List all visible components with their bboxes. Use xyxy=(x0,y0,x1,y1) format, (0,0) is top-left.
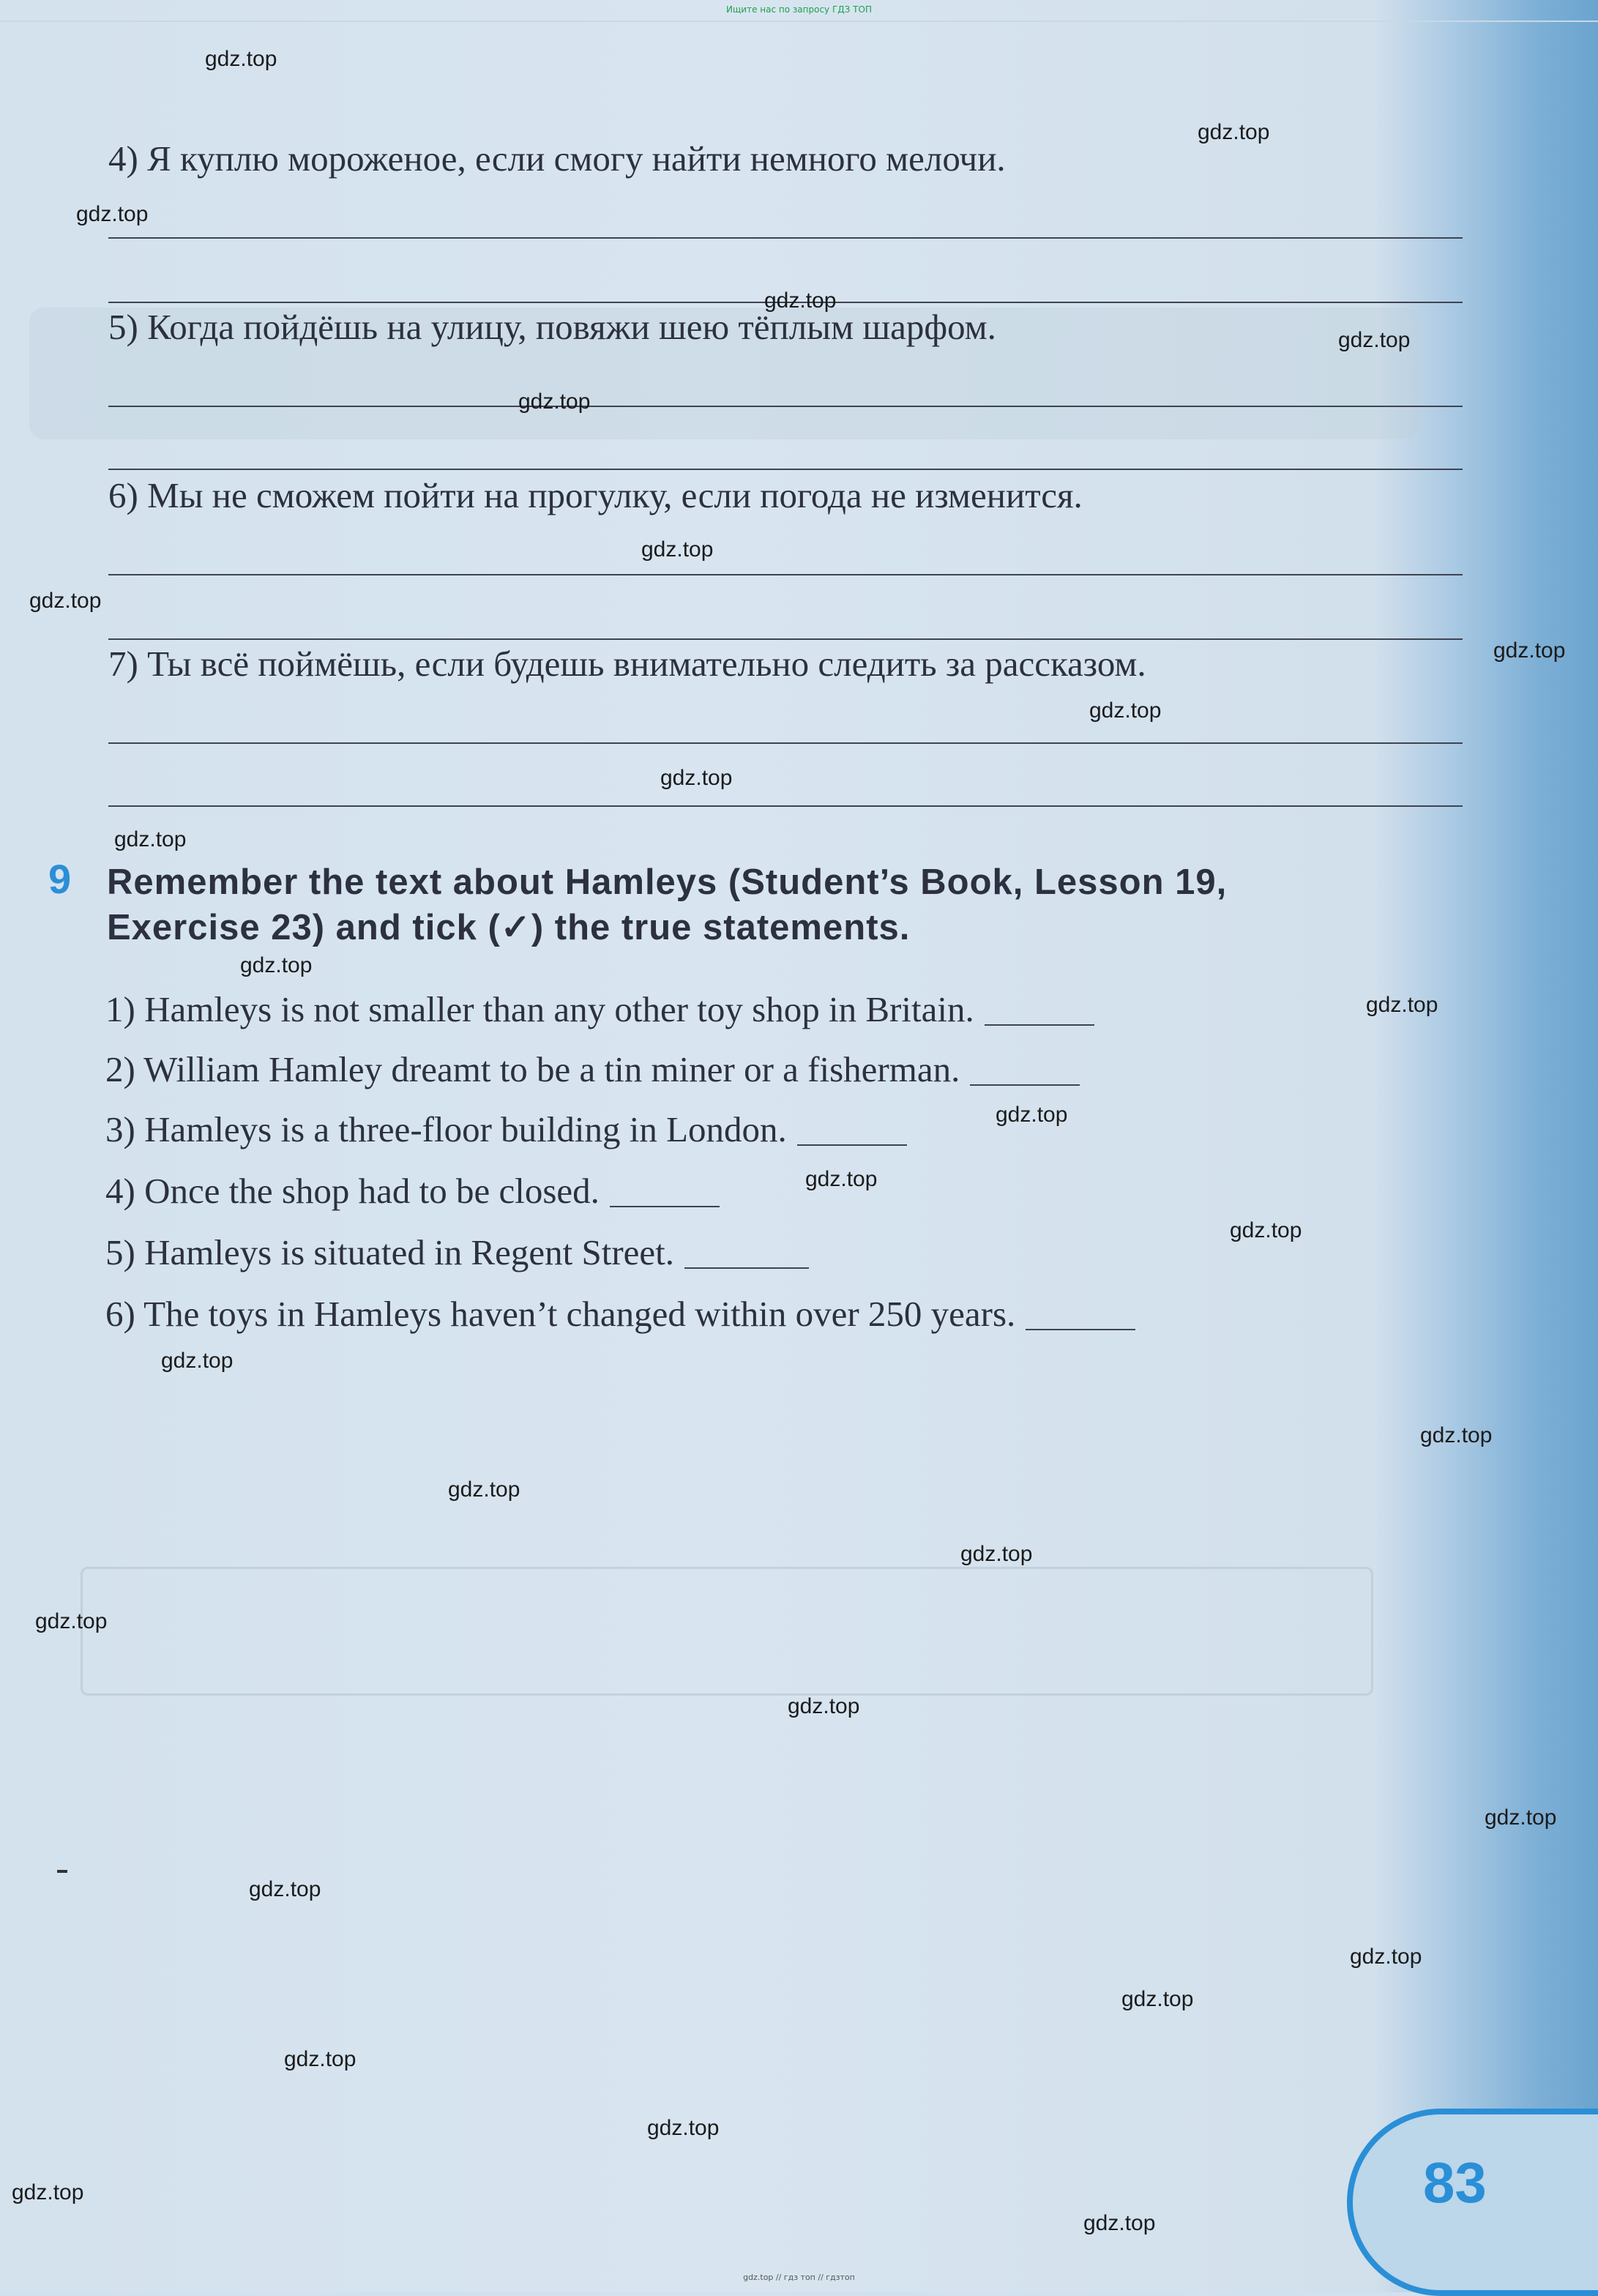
answer-line[interactable] xyxy=(108,805,1463,807)
statement-2: 2) William Hamley dreamt to be a tin miner or a fisherman. xyxy=(105,1048,1080,1090)
watermark: gdz.top xyxy=(1420,1423,1493,1447)
tick-blank[interactable] xyxy=(797,1144,907,1146)
watermark: gdz.top xyxy=(29,589,102,613)
watermark: gdz.top xyxy=(1338,328,1411,352)
answer-line[interactable] xyxy=(108,237,1463,239)
statement-4: 4) Once the shop had to be closed. xyxy=(105,1170,720,1212)
tick-blank[interactable] xyxy=(1026,1329,1135,1330)
stray-mark xyxy=(57,1870,67,1873)
top-search-note: Ищите нас по запросу ГДЗ ТОП xyxy=(726,4,872,15)
watermark: gdz.top xyxy=(518,390,591,414)
exercise-instruction xyxy=(107,860,1468,950)
answer-line[interactable] xyxy=(108,574,1463,575)
watermark: gdz.top xyxy=(788,1694,860,1718)
answer-line[interactable] xyxy=(108,638,1463,640)
watermark: gdz.top xyxy=(660,766,733,790)
watermark: gdz.top xyxy=(960,1542,1033,1566)
statement-5: 5) Hamleys is situated in Regent Street. xyxy=(105,1231,809,1273)
watermark: gdz.top xyxy=(1485,1805,1557,1830)
watermark: gdz.top xyxy=(1366,993,1438,1017)
translation-item-7: 7) Ты всё поймёшь, если будешь внимательно следить за рассказом. xyxy=(108,644,1146,684)
watermark: gdz.top xyxy=(12,2180,84,2204)
answer-line[interactable] xyxy=(108,742,1463,744)
watermark: gdz.top xyxy=(240,953,313,977)
instruction-line-1: Remember the text about Hamleys (Student’s Book, Lesson 19, xyxy=(107,862,1228,902)
watermark: gdz.top xyxy=(76,202,149,226)
instruction-line-2: Exercise 23) and tick (✓) the true statements. xyxy=(107,908,911,947)
tick-blank[interactable] xyxy=(970,1084,1080,1086)
watermark: gdz.top xyxy=(284,2047,356,2071)
top-divider xyxy=(0,20,1598,22)
watermark: gdz.top xyxy=(1089,698,1162,723)
translation-item-4: 4) Я куплю мороженое, если смогу найти немного мелочи. xyxy=(108,138,1006,179)
statement-1: 1) Hamleys is not smaller than any other toy shop in Britain. xyxy=(105,988,1094,1030)
watermark: gdz.top xyxy=(805,1167,878,1191)
translation-item-5: 5) Когда пойдёшь на улицу, повяжи шею тёплым шарфом. xyxy=(108,307,996,347)
watermark: gdz.top xyxy=(249,1877,321,1901)
watermark: gdz.top xyxy=(205,47,277,71)
watermark: gdz.top xyxy=(764,288,837,313)
page-number: 83 xyxy=(1423,2150,1487,2215)
watermark: gdz.top xyxy=(641,537,714,562)
statement-3: 3) Hamleys is a three-floor building in London. xyxy=(105,1108,907,1150)
statement-6: 6) The toys in Hamleys haven’t changed within over 250 years. xyxy=(105,1293,1135,1335)
answer-line[interactable] xyxy=(108,406,1463,407)
watermark: gdz.top xyxy=(161,1349,234,1373)
watermark: gdz.top xyxy=(1083,2211,1156,2235)
watermark: gdz.top xyxy=(35,1609,108,1633)
answer-line[interactable] xyxy=(108,469,1463,470)
bottom-note: gdz.top // гдз топ // гдзтоп xyxy=(743,2273,855,2282)
watermark: gdz.top xyxy=(1230,1218,1302,1242)
watermark: gdz.top xyxy=(647,2116,720,2140)
tick-blank[interactable] xyxy=(610,1206,720,1207)
watermark: gdz.top xyxy=(1350,1945,1422,1969)
watermark: gdz.top xyxy=(1493,638,1566,663)
tick-blank[interactable] xyxy=(985,1024,1094,1026)
watermark: gdz.top xyxy=(1198,120,1270,144)
watermark: gdz.top xyxy=(996,1103,1068,1127)
watermark: gdz.top xyxy=(448,1477,520,1502)
translation-item-6: 6) Мы не сможем пойти на прогулку, если погода не изменится. xyxy=(108,475,1083,515)
tick-blank[interactable] xyxy=(684,1267,809,1269)
watermark: gdz.top xyxy=(1121,1987,1194,2011)
exercise-number: 9 xyxy=(48,856,72,902)
watermark: gdz.top xyxy=(114,827,187,851)
show-through-box xyxy=(81,1567,1373,1696)
